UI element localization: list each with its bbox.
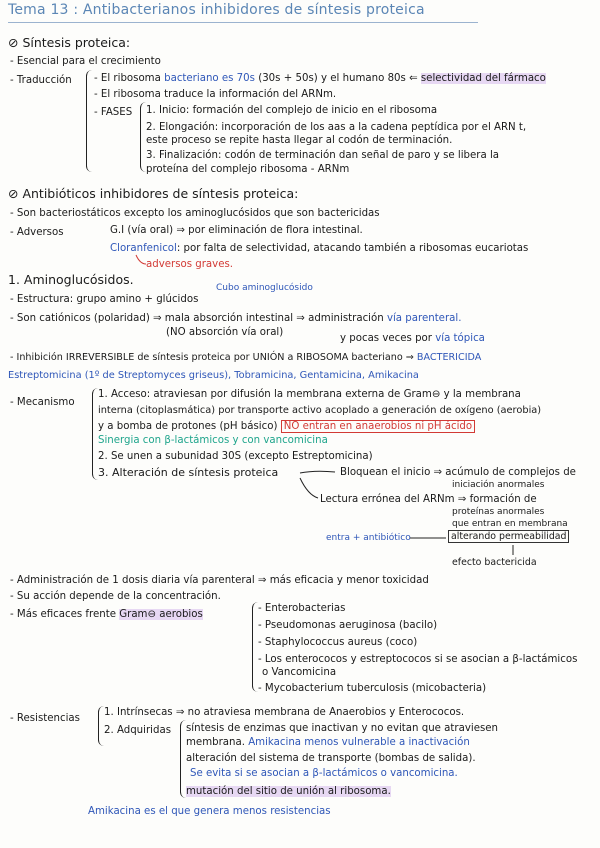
accion-concentracion: - Su acción depende de la concentración.: [10, 591, 221, 602]
mec-2: 2. Se unen a subunidad 30S (excepto Estreptomicina): [98, 451, 373, 462]
bact-1: - Enterobacterias: [258, 603, 346, 614]
arrow-bloquean: [300, 471, 335, 473]
sec3-heading: 1. Aminoglucósidos.: [8, 272, 134, 287]
administracion: - Administración de 1 dosis diaria vía parenteral ⇒ más eficacia y menor toxicidad: [10, 575, 429, 586]
res-1: 1. Intrínsecas ⇒ no atraviesa membrana de Anaerobios y Enterococos.: [104, 707, 465, 718]
fase-1: 1. Inicio: formación del complejo de inicio en el ribosoma: [146, 105, 438, 116]
bactericida: BACTERICIDA: [416, 352, 482, 363]
via-parenteral: vía parenteral.: [386, 313, 462, 324]
mec-3b: Lectura errónea del ARNm ⇒ formación de: [320, 494, 537, 505]
mec-3c: que entran en membrana: [452, 519, 568, 529]
bact-4b: o Vancomicina: [262, 667, 337, 678]
fase-2a: 2. Elongación: incorporación de los aas a la cadena peptídica por el ARN t,: [146, 122, 527, 133]
arrow-lectura: [300, 478, 318, 498]
estructura: - Estructura: grupo amino + glúcidos: [10, 294, 199, 305]
cationicos-line: - Son catiónicos (polaridad) ⇒ mala absorción intestinal ⇒ administración vía parenteral.: [10, 313, 462, 324]
trad-line1: - El ribosoma bacteriano es 70s (30s + 50s) y el humano 80s ⇐ selectividad del fármaco: [94, 73, 546, 84]
gram-aerobios: Gram⊖ aerobios: [119, 609, 203, 620]
res-2a: síntesis de enzimas que inactivan y no evitan que atraviesen: [186, 723, 498, 734]
sec1-line1: - Esencial para el crecimiento: [10, 56, 161, 67]
res-2d: alteración del sistema de transporte (bombas de salida).: [186, 753, 476, 764]
amikacina-final: Amikacina es el que genera menos resistencias: [88, 806, 331, 817]
mec-3b2: proteínas anormales: [452, 507, 545, 517]
mec-3d: alterando permeabilidad: [448, 530, 569, 543]
no-entran-anaerobios: NO entran en anaerobios ni pH ácido: [281, 420, 475, 433]
sec1-heading: ⊘ Síntesis proteica:: [8, 35, 131, 50]
mec-1b: interna (citoplasmática) por transporte activo acoplado a generación de oxígeno (aerobia): [98, 405, 542, 416]
fase-3a: 3. Finalización: codón de terminación dan señal de paro y se libera la: [146, 150, 500, 161]
fase-2b: este proceso se repite hasta llegar al codón de terminación.: [146, 135, 453, 146]
mec-1a: 1. Acceso: atraviesan por difusión la membrana externa de Gram⊖ y la membrana: [98, 389, 521, 400]
adversos-label: - Adversos: [10, 227, 64, 238]
via-topica: vía tópica: [435, 333, 485, 344]
mec-3: 3. Alteración de síntesis proteica: [98, 466, 279, 479]
sec2-line1: - Son bacteriostáticos excepto los aminoglucósidos que son bactericidas: [10, 208, 380, 219]
adverso-cloranfenicol: Cloranfenicol: por falta de selectividad, atacando también a ribosomas eucariotas: [110, 243, 529, 254]
bacteriano-70s: bacteriano es 70s: [164, 73, 255, 84]
adverso-gi: G.I (vía oral) ⇒ por eliminación de flora intestinal.: [110, 225, 363, 236]
selectividad-highlight: selectividad del fármaco: [420, 73, 546, 84]
cubo-aminoglucosido: Cubo aminoglucósido: [216, 283, 313, 293]
mec-3a2: iniciación anormales: [452, 480, 545, 490]
mec-3a: Bloquean el inicio ⇒ acúmulo de complejos de: [340, 467, 576, 478]
drug-list: Estreptomicina (1º de Streptomyces griseus), Tobramicina, Gentamicina, Amikacina: [8, 370, 419, 381]
bact-3: - Staphylococcus aureus (coco): [258, 637, 418, 648]
no-absorcion: (NO absorción vía oral): [166, 327, 284, 338]
adversos-graves: adversos graves.: [146, 259, 234, 270]
mec-1c: y a bomba de protones (pH básico) NO entran en anaerobios ni pH ácido: [98, 420, 475, 433]
bact-4a: - Los enterococos y estreptococos si se asocian a β-lactámicos: [258, 654, 578, 665]
arrow-adversos-graves: [136, 255, 146, 264]
entra-antibiotico: entra + antibiótico: [326, 533, 411, 543]
amikacina-menos-vulnerable: Amikacina menos vulnerable a inactivación: [248, 737, 470, 748]
cloranfenicol: Cloranfenicol: [110, 243, 177, 254]
res-2e: Se evita si se asocian a β-lactámicos o vancomicina.: [190, 768, 458, 779]
sinergia: Sinergia con β-lactámicos y con vancomicina: [98, 435, 328, 446]
sec2-heading: ⊘ Antibióticos inhibidores de síntesis proteica:: [8, 186, 299, 201]
res-2-label: 2. Adquiridas: [104, 725, 172, 736]
res-2f: mutación del sitio de unión al ribosoma.: [186, 786, 391, 797]
fases-label: - FASES: [94, 107, 133, 118]
pocas-veces: y pocas veces por vía tópica: [340, 333, 485, 344]
mecanismo-label: - Mecanismo: [10, 397, 75, 408]
efecto-bactericida: efecto bactericida: [452, 557, 537, 568]
inhibicion-line: - Inhibición IRREVERSIBLE de síntesis proteica por UNIÓN a RIBOSOMA bacteriano ⇒ BACTERICIDA: [10, 352, 482, 363]
eficaces-line: - Más eficaces frente Gram⊖ aerobios: [10, 609, 203, 620]
fase-3b: proteína del complejo ribosoma - ARNm: [146, 164, 350, 175]
trad-line2: - El ribosoma traduce la información del ARNm.: [94, 89, 337, 100]
res-2b: membrana. Amikacina menos vulnerable a inactivación: [186, 737, 470, 748]
resistencias-label: - Resistencias: [10, 713, 80, 724]
page-title: Tema 13 : Antibacterianos inhibidores de síntesis proteica: [8, 2, 425, 18]
bact-5: - Mycobacterium tuberculosis (micobacteria): [258, 683, 487, 694]
traduccion-label: - Traducción: [10, 75, 72, 86]
bact-2: - Pseudomonas aeruginosa (bacilo): [258, 620, 438, 631]
